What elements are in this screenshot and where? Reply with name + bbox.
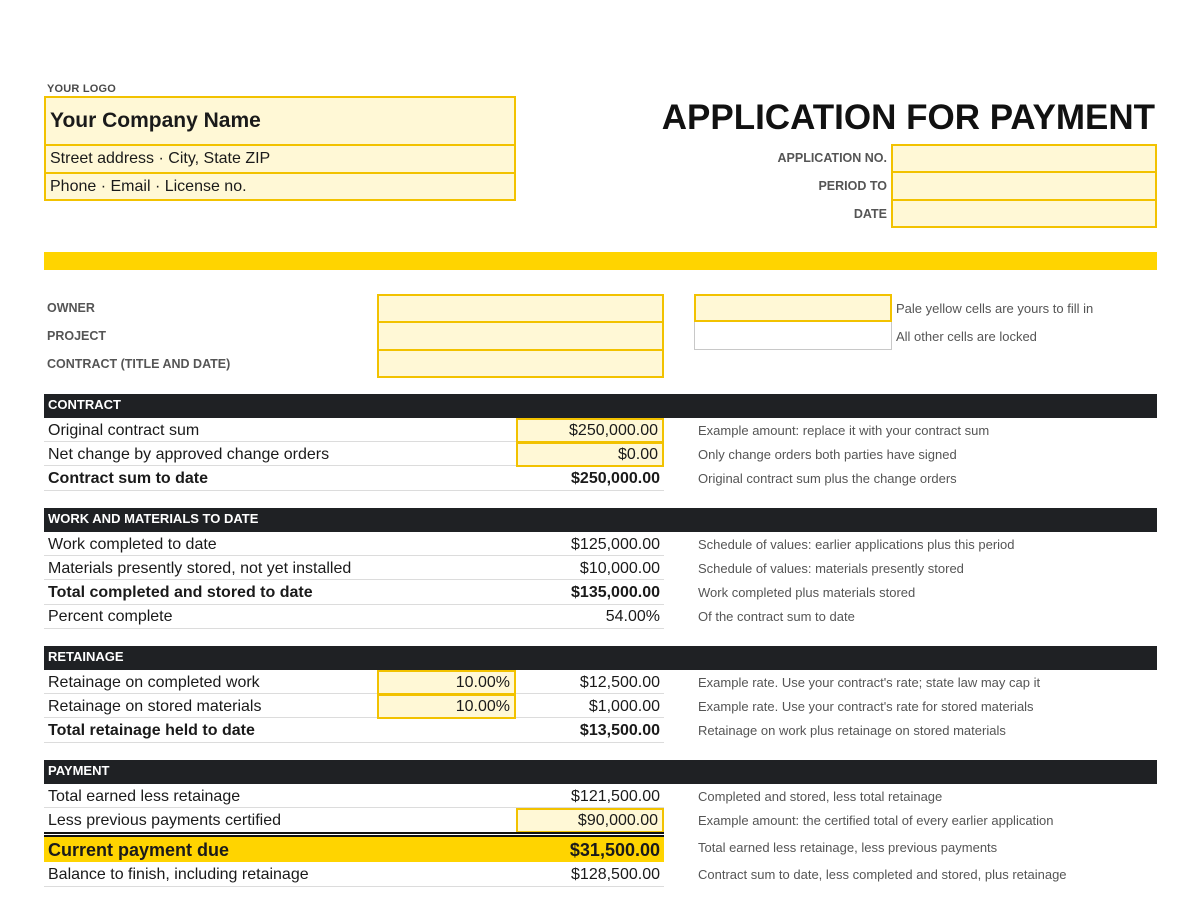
row-label: Total earned less retainage (48, 788, 241, 805)
legend-fill-swatch (694, 294, 892, 322)
row-note: Schedule of values: earlier applications plus this period (698, 537, 1015, 552)
row-value: $10,000.00 (579, 560, 660, 577)
row-value: $128,500.00 (571, 866, 660, 883)
period-to-input[interactable] (891, 171, 1157, 201)
row-note: Completed and stored, less total retainage (698, 789, 943, 804)
legend-fill-text: Pale yellow cells are yours to fill in (896, 301, 1094, 316)
row-label: Contract sum to date (48, 470, 209, 487)
row-value: 54.00% (605, 608, 660, 625)
legend-locked-text: All other cells are locked (896, 329, 1037, 344)
row-label: Percent complete (48, 608, 173, 625)
retainage-rate-stored-input[interactable]: 10.00% (377, 694, 516, 719)
previous-payments-input[interactable]: $90,000.00 (516, 808, 664, 833)
owner-label: OWNER (47, 301, 95, 315)
logo-label: YOUR LOGO (47, 83, 117, 95)
row-value: $121,500.00 (571, 788, 660, 805)
project-input[interactable] (377, 321, 664, 351)
current-payment-due-value: $31,500.00 (569, 840, 660, 860)
date-input[interactable] (891, 199, 1157, 228)
row-label: Less previous payments certified (48, 812, 281, 829)
company-address-field[interactable]: Street address · City, State ZIP (44, 144, 516, 174)
original-contract-sum-input[interactable]: $250,000.00 (516, 418, 664, 443)
row-note: Original contract sum plus the change orders (698, 471, 957, 486)
contract-title-label: CONTRACT (TITLE AND DATE) (47, 357, 231, 371)
contract-section-header: CONTRACT (44, 394, 1157, 418)
date-label: DATE (853, 207, 887, 221)
row-value: $135,000.00 (571, 584, 660, 601)
row-label: Retainage on completed work (48, 674, 260, 691)
change-orders-input[interactable]: $0.00 (516, 442, 664, 467)
application-no-input[interactable] (891, 144, 1157, 173)
row-label: Balance to finish, including retainage (48, 866, 309, 883)
row-note: Example amount: the certified total of every earlier application (698, 813, 1054, 828)
retainage-rate-completed-input[interactable]: 10.00% (377, 670, 516, 695)
row-label: Work completed to date (48, 536, 217, 553)
row-label: Materials presently stored, not yet installed (48, 560, 352, 577)
accent-band (44, 252, 1157, 270)
row-note: Example amount: replace it with your contract sum (698, 423, 990, 438)
row-note: Work completed plus materials stored (698, 585, 916, 600)
company-contact-field[interactable]: Phone · Email · License no. (44, 172, 516, 201)
row-label: Total retainage held to date (48, 722, 255, 739)
row-value: $1,000.00 (588, 698, 660, 715)
row-label: Net change by approved change orders (48, 446, 330, 463)
row-note: Only change orders both parties have signed (698, 447, 957, 462)
project-label: PROJECT (47, 329, 107, 343)
contract-title-input[interactable] (377, 349, 664, 378)
period-to-label: PERIOD TO (818, 179, 887, 193)
current-payment-due-label: Current payment due (48, 840, 230, 860)
retainage-section-header: RETAINAGE (44, 646, 1157, 670)
payment-section-header: PAYMENT (44, 760, 1157, 784)
row-label: Total completed and stored to date (48, 584, 313, 601)
owner-input[interactable] (377, 294, 664, 323)
application-no-label: APPLICATION NO. (777, 151, 887, 165)
legend-locked-swatch (694, 322, 892, 350)
row-label: Retainage on stored materials (48, 698, 262, 715)
row-value: $125,000.00 (571, 536, 660, 553)
page-title: APPLICATION FOR PAYMENT (661, 98, 1155, 137)
row-note: Retainage on work plus retainage on stored materials (698, 723, 1006, 738)
row-value: $250,000.00 (571, 470, 660, 487)
company-name-field[interactable]: Your Company Name (44, 96, 516, 146)
work-section-header: WORK AND MATERIALS TO DATE (44, 508, 1157, 532)
row-note: Example rate. Use your contract's rate; state law may cap it (698, 675, 1041, 690)
row-value: $12,500.00 (579, 674, 660, 691)
row-note: Contract sum to date, less completed and stored, plus retainage (698, 867, 1067, 882)
row-note: Of the contract sum to date (698, 609, 855, 624)
row-label: Original contract sum (48, 422, 200, 439)
row-value: $13,500.00 (579, 722, 660, 739)
row-note: Schedule of values: materials presently stored (698, 561, 964, 576)
row-note: Example rate. Use your contract's rate for stored materials (698, 699, 1034, 714)
row-note: Total earned less retainage, less previous payments (698, 840, 998, 855)
